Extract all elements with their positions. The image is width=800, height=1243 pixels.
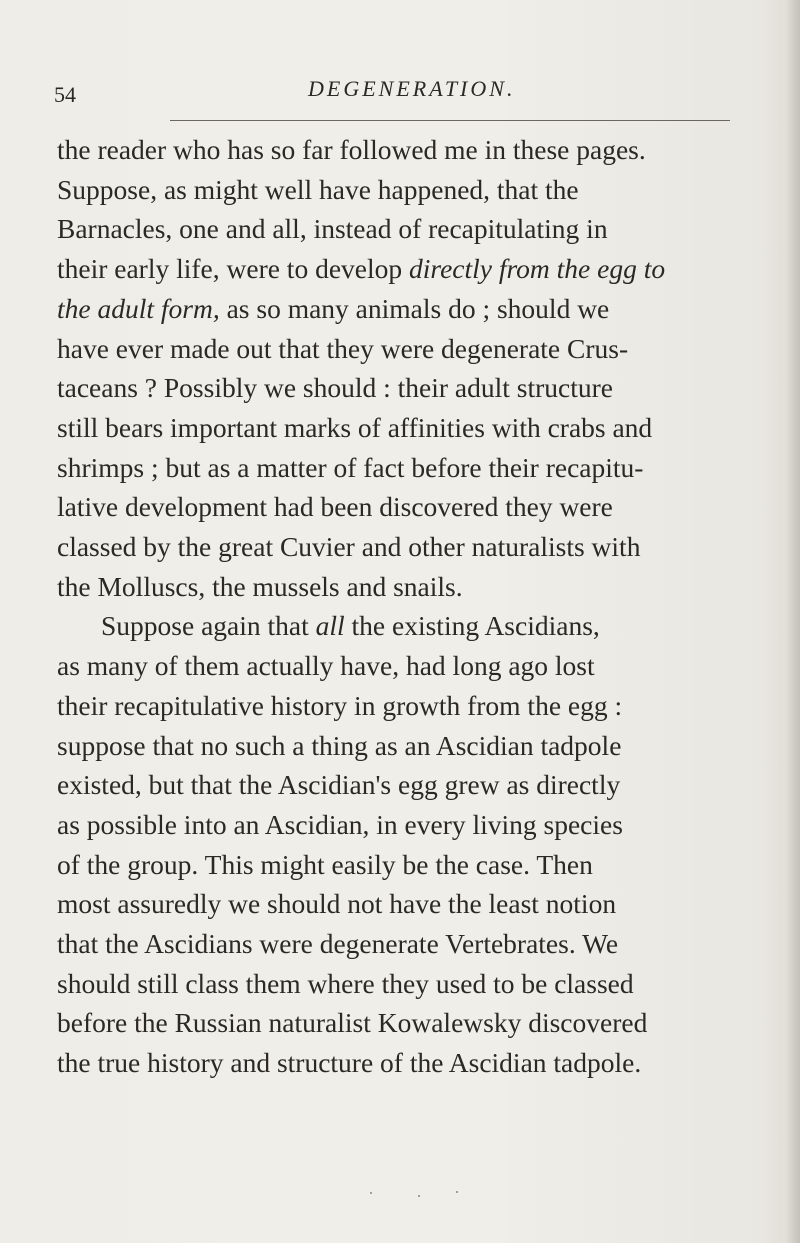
text-line: the reader who has so far followed me in these pages. [57,134,646,165]
text-line: of the group. This might easily be the case. Then [57,848,593,880]
text-line: before the Russian naturalist Kowalewsky discovered [57,1007,648,1039]
text-line: most assuredly we should not have the least notion [57,888,617,920]
text-line: Barnacles, one and all, instead of recapitulating in [57,213,608,245]
page-number: 54 [54,82,76,107]
header-rule [170,120,730,121]
text-line: shrimps ; but as a matter of fact before their recapitu- [57,451,644,483]
text-line: Suppose, as might well have happened, that the [57,173,579,205]
text-line: as many of them actually have, had long ago lost [57,650,595,682]
body-text [57,130,757,1083]
italic-emphasis: the adult form, [57,292,220,324]
text-line: as possible into an Ascidian, in every living species [57,808,623,840]
page-header [0,58,800,128]
page-speckles [360,1190,480,1198]
running-head: DEGENERATION. [308,76,516,101]
text-line: have ever made out that they were degenerate Crus- [57,332,629,364]
text-line: suppose that no such a thing as an Ascidian tadpole [57,729,622,761]
text-line-content: their early life, were to develop directly from the egg to [57,253,666,285]
paragraph-start-line [57,606,757,646]
text-line: that the Ascidians were degenerate Vertebrates. We [57,928,619,960]
italic-emphasis: all [315,610,345,642]
text-line: their recapitulative history in growth from the egg : [57,689,623,721]
text-line: existed, but that the Ascidian's egg grew as directly [57,769,621,801]
italic-emphasis: directly from the egg to [409,253,666,285]
text-line [57,249,757,289]
page-edge-shadow [786,0,800,1243]
text-line [57,289,757,329]
text-line: the Molluscs, the mussels and snails. [57,570,463,602]
text-line: lative development had been discovered they were [57,491,613,523]
text-line: should still class them where they used to be classed [57,967,634,999]
text-line: the true history and structure of the Ascidian tadpole. [57,1047,642,1079]
text-line: classed by the great Cuvier and other naturalists with [57,531,641,563]
text-line: taceans ? Possibly we should : their adult structure [57,372,613,404]
text-line-content: the adult form, as so many animals do ; should we [57,292,610,324]
text-line: still bears important marks of affinities with crabs and [57,411,653,443]
text-line-content: Suppose again that all the existing Ascidians, [101,610,600,642]
